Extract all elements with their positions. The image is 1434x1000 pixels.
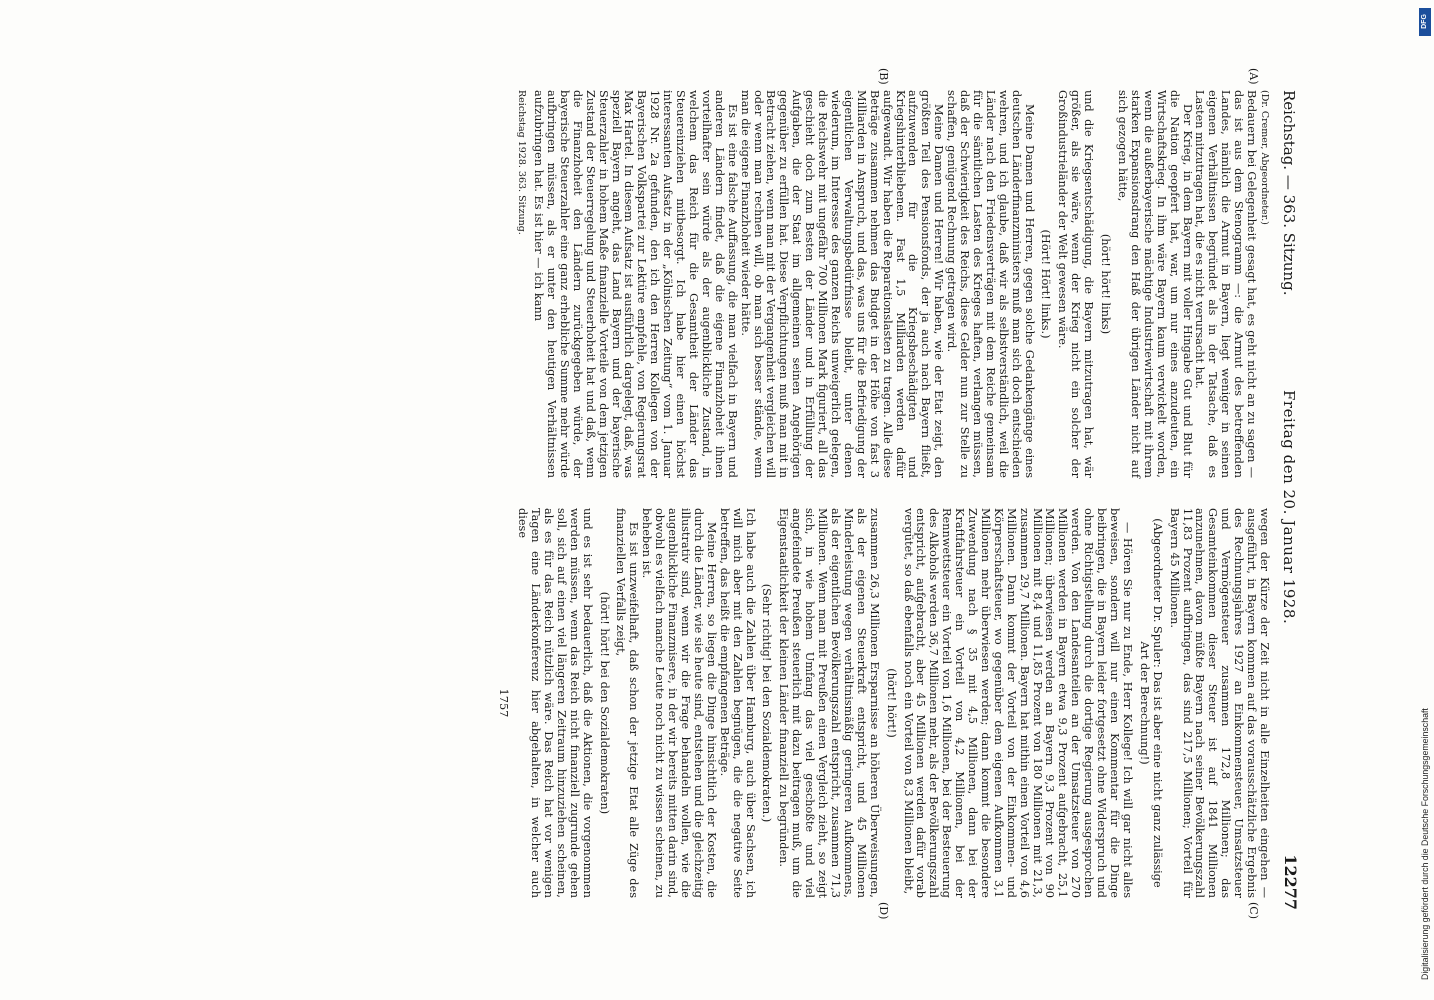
paragraph: Meine Damen und Herren, gegen solche Gedankengänge eines deutschen Länderfinanzministers muß man sich doch entschieden wehren, und ich glaube, daß wir als selbstverständlich, weil die Länder nach den Friedensverträgen mit dem Reiche gemeinsam für die sämtlichen Lasten des Krieges haften, verlangen müssen, daß der Schwierigkeit des Reichs, diese Gelder nun zur Stelle zu schaffen, genügend Rechnung getragen wird.: [945, 90, 1036, 478]
interjection: (hört! hört! bei den Sozialdemokraten): [597, 591, 611, 815]
interjection: (Abgeordneter Dr. Spuler: Das ist aber eine nicht ganz zulässige Art der Berechnung!): [1137, 518, 1164, 888]
margin-letter-c: (C): [1247, 902, 1260, 919]
paragraph: Ich habe auch die Zahlen über Hamburg, auch über Sachsen, ich will mich aber mit den Zahlen begnügen, die die negative Seite betreffen, das heißt die empfangenen Beträge.: [717, 508, 757, 898]
digitization-credit: [1416, 10, 1432, 990]
paragraph: — Hören Sie nur zu Ende, Herr Kollege! Ich will gar nicht alles beweisen, sondern will nur einen Kommentar für die Dinge beibringen, die in Bayern leider fortgesetzt ohne Widerspruch und ohne Richtigstellung durch die dortige Regierung ausgesprochen werden. Von den Landesanteilen an der Umsatzsteuer von 270 Millionen werden in Bayern etwa 9,3 Prozent aufgebracht, 25,1 Millionen; überwiesen werden an Bayern 9,3 Prozent von 90 Millionen mit 8,4 und 11,85 Prozent von 180 Millionen mit 21,3, zusammen 29,7 Millionen. Bayern hat mithin einen Vorteil von 4,6 Millionen. Dann kommt der Vorteil von der Einkommen- und Körperschaftsteuer, wo gegenüber dem eigenen Aufkommen 3,1 Millionen mehr überwiesen werden; dann kommt die besondere Zuwendung nach § 35 mit 4,5 Millionen, dann bei der Kraftfahrsteuer ein Vorteil von 4,2 Millionen, bei der Rennwettsteuer ein Vorteil von 1,6 Millionen, bei der Besteuerung des Alkohols werden 36,7 Millionen mehr, als der Bevölkerungszahl entspricht, aufgebracht, aber 45 Millionen werden dafür vorab vergütet, so daß ebenfalls noch ein Vorteil von 8,3 Millionen bleibt,: [901, 508, 1134, 898]
paragraph: Der Krieg, in dem Bayern mit voller Hingabe Gut und Blut für die Nation geopfert hat, war, um nur eines anzudeuten, ein Wirtschaftskrieg. In ihm wäre Bayern kaum verwickelt worden, wenn die außerbayerische mächtige Industriewirtschaft mit ihrem starken Expansionsdrang den Haß der übrigen Länder nicht auf sich gezogen hätte,: [1116, 90, 1194, 478]
bottom-number: 1757: [497, 688, 511, 718]
interjection: (Hört! Hört! links.): [1039, 229, 1053, 339]
column-a: [514, 90, 1270, 478]
rotated-page-content: [55, 68, 1300, 920]
margin-letter-a: (A): [1247, 68, 1260, 85]
dfg-logo-text: DFG: [1420, 14, 1428, 29]
interjection: (hört! hört!): [884, 668, 898, 738]
paragraph: zusammen 26,3 Millionen Ersparnisse an höheren Überweisungen, als der eigenen Steuerkraft entspricht, und 45 Millionen Minderleistung wegen verhältnismäßig geringeren Aufkommens, als der eigentlichen Bevölkerungszahl entspricht, zusammen 71,3 Millionen. Wenn man mit Preußen einen Vergleich zieht, so zeigt sich, in wie hohem Umfang das viel geschoßte und viel angefeindete Preußen steuerlich mit dazu beitragen muß, um die Eigenstaatlichkeit der kleinen Länder finanziell zu begründen.: [777, 508, 881, 898]
page-header: [1272, 90, 1300, 910]
margin-letter-b: (B): [877, 68, 890, 85]
paragraph: Es ist eine falsche Auffassung, die man vielfach in Bayern und anderen Ländern findet, daß die eigene Finanzhoheit ihnen vorteilhafter sein würde als der augenblickliche Zustand, in welchem das Reich für die Gesamtheit der Länder das Steuereinziehen mitbesorgt. Ich habe hier einen höchst interessanten Aufsatz in der „Kölnischen Zeitung“ vom 1. Januar 1928 Nr. 2a gefunden, den ich den Herren Kollegen von der Bayerischen Volkspartei zur Lektüre empfehle, von Regierungsrat Max Hartel. In diesem Aufsatz ist ausführlich dargelegt, daß, was speziell Bayern angeht, das Land Bayern und der bayerische Steuerzahler in hohem Maße finanzielle Vorteile von dem jetzigen Zustand der Steuerregelung und Steuerhoheit hat und daß, wenn die Finanzhoheit den Ländern zurückgegeben würde, der bayerische Steuerzahler eine ganz erhebliche Summe mehr würde aufbringen müssen, als er unter den heutigen Verhältnissen aufzubringen hat. Es ist hier — ich kann: [532, 90, 739, 478]
paragraph: und die Kriegsentschädigung, die Bayern mitzutragen hat, wär größer, als sie wäre, wenn der Krieg nicht ein solcher der Großindustrieländer der Welt gewesen wäre.: [1056, 90, 1096, 478]
paragraph: und es ist sehr bedauerlich, daß die Aktionen, die vorgenommen werden müssen, wenn das Reich nicht finanziell zugrunde gehen soll, sich auf einen viel längeren Zeitraum hinzuziehen scheinen, als es für das Reich nützlich wäre. Das Reich hat vor wenigen Tagen eine Länderkonferenz hier abgehalten, in welcher auch diese: [516, 508, 594, 898]
credit-text: Digitalisierung gefördert durch die Deutsche Forschungsgemeinschaft: [1420, 708, 1430, 980]
paragraph: Es ist unzweifelhaft, daß schon der jetzige Etat alle Züge des finanziellen Verfalls zeigt,: [614, 508, 641, 898]
paragraph: Meine Herren, so liegen die Dinge hinsichtlich der Kosten, die durch die Länder, wie sie heute sind, entstehen und die gleichzeitig illustrativ sind, wenn wir die Frage behandeln wollen, wie die augenblickliche Finanzmisere, in der wir bereits mitten darin sind, obwohl es vielfach manche Leute noch nicht zu wissen scheinen, zu beheben ist.: [640, 508, 718, 898]
interjection: (Sehr richtig! bei den Sozialdemokraten.): [760, 583, 774, 823]
speaker-line: (Dr. Cremer, Abgeordneter.): [1259, 90, 1270, 225]
page-footer: Reichstag 1928. 363. Sitzung.: [516, 90, 528, 235]
paragraph: wegen der Kürze der Zeit nicht in alle Einzelheiten eingehen — ausgeführt, in Bayern kommen auf das vorausschätzliche Ergebnis des Rechnungsjahres 1927 an Einkommensteuer, Umsatzsteuer und Vermögensteuer zusammen 172,8 Millionen; das Gesamteinkommen dieser Steuer ist auf 1841 Millionen anzunehmen, davon müßte Bayern nach seiner Bevölkerungszahl 11,83 Prozent aufbringen, das sind 217,5 Millionen; Vorteil für Bayern 45 Millionen.: [1167, 508, 1271, 898]
interjection: (hört! hört! links): [1099, 233, 1113, 335]
header-page-number: 12277: [1281, 854, 1300, 910]
paragraph: Bedauern bei Gelegenheit gesagt hat, es geht nicht an zu sagen — das ist aus dem Stenogramm —: die Armut des betreffenden Landes, nämlich die Armut in Bayern, liegt weniger in seinen eigenen Verhältnissen begründet als in der Tatsache, daß es Lasten mitzutragen hat, die es nicht verursacht hat.: [1193, 90, 1259, 478]
paragraph: Meine Damen und Herren! Wir haben, wie der Etat zeigt, den größten Teil des Pensionsfonds, der ja auch nach Bayern fließt, aufzuwenden für die Kriegsbeschädigten und Kriegshinterbliebenen. Fast 1,5 Milliarden werden dafür aufgewandt. Wir haben die Reparationslasten zu tragen. Alle diese Beträge zusammen nehmen das Budget in der Höhe von fast 3 Milliarden in Anspruch, und das, was uns für die Befriedigung der eigentlichen Verwaltungsbedürfnisse bleibt, unter denen wiederum, im Interesse des ganzen Reichs unweigerlich gelegen, die Reichswehr mit ungefähr 700 Millionen Mark figuriert, all das geschieht doch zum Besten der Länder und in Erfüllung der Aufgaben, die der Staat im allgemeinen seinen Angehörigen gegenüber zu erfüllen hat. Diese Verpflichtungen muß man mit in Betracht ziehen, wenn man mit der Vergangenheit vergleichen will oder wenn man rechnen will, ob man sich besser stände, wenn man die eigene Finanzhoheit wieder hätte.: [738, 90, 946, 478]
header-session: Reichstag. — 363. Sitzung.: [1280, 90, 1298, 296]
column-b: [492, 508, 1270, 898]
margin-letter-d: (D): [877, 902, 890, 920]
header-date: Freitag den 20. Januar 1928.: [1280, 390, 1298, 625]
